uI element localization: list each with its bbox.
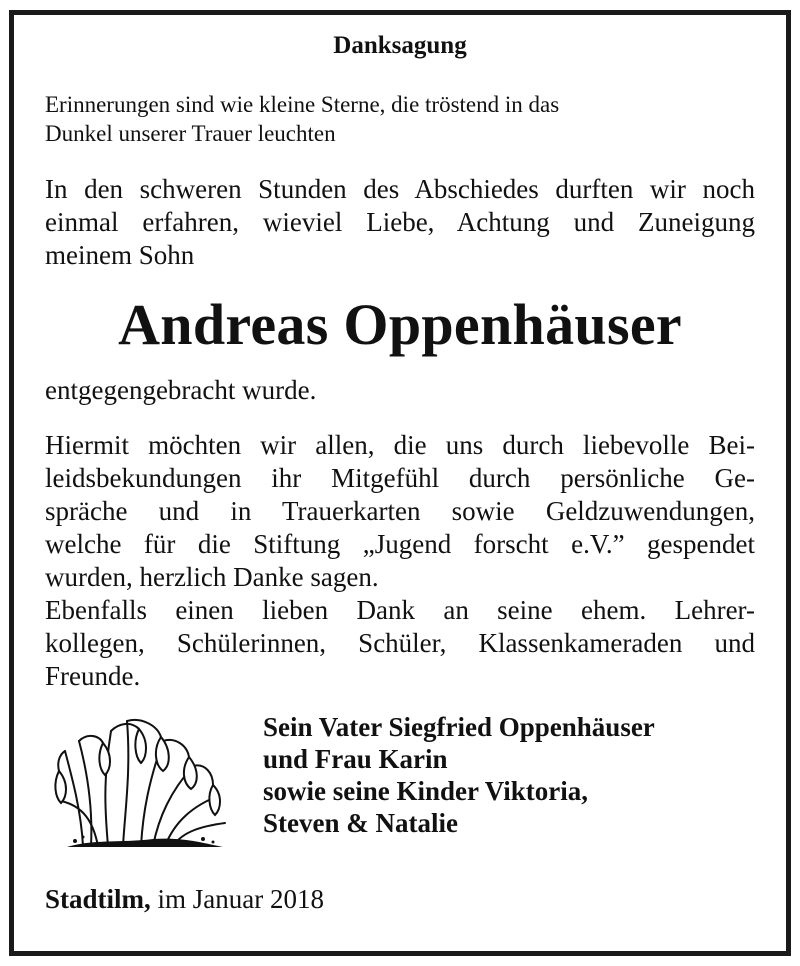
place: Stadtilm, — [45, 884, 151, 914]
place-date — [45, 883, 755, 916]
intro-line: In den schweren Stunden des Abschiedes durften wir noch — [45, 174, 755, 204]
thanks-line: wurden, herzlich Danke sagen. — [45, 562, 379, 592]
signatory-line: Steven & Natalie — [263, 808, 458, 838]
signatory-line: sowie seine Kinder Viktoria, — [263, 776, 589, 806]
thanks-line: welche für die Stiftung „Jugend forscht e.V.” gespendet — [45, 529, 755, 559]
motto-line: Dunkel unserer Trauer leuchten — [45, 121, 336, 146]
intro-line: einmal erfahren, wieviel Liebe, Achtung und Zuneigung — [45, 207, 755, 237]
intro-line: meinem Sohn — [45, 240, 195, 270]
thanks-extra-line: Ebenfalls einen lieben Dank an seine ehem. Lehrer- — [45, 595, 755, 625]
thanks-extra-line: Freunde. — [45, 661, 141, 691]
thanks-extra-line: kollegen, Schülerinnen, Schüler, Klassenkameraden und — [45, 628, 755, 658]
memorial-motto — [45, 90, 755, 148]
signatory-line: Sein Vater Siegfried Oppenhäuser — [263, 712, 655, 742]
signatory-line: und Frau Karin — [263, 744, 448, 774]
thanks-line: spräche und in Trauerkarten sowie Geldzuwendungen, — [45, 496, 755, 526]
after-name-text: entgegengebracht wurde. — [45, 375, 317, 405]
intro-paragraph — [45, 173, 755, 272]
thanks-line: leidsbekundungen ihr Mitgefühl durch persönliche Ge- — [45, 463, 755, 493]
motto-line: Erinnerungen sind wie kleine Sterne, die tröstend in das — [45, 92, 560, 117]
obituary-notice — [45, 30, 755, 916]
date: im Januar 2018 — [157, 884, 324, 914]
signature-block — [45, 711, 755, 851]
signatories — [263, 711, 655, 839]
thanks-paragraph — [45, 429, 755, 693]
deceased-name: Andreas Oppenhäuser — [118, 292, 682, 357]
thanks-line: Hiermit möchten wir allen, die uns durch liebevolle Bei- — [45, 430, 755, 460]
snowdrop-flowers-icon — [53, 711, 233, 851]
notice-heading: Danksagung — [333, 32, 467, 59]
